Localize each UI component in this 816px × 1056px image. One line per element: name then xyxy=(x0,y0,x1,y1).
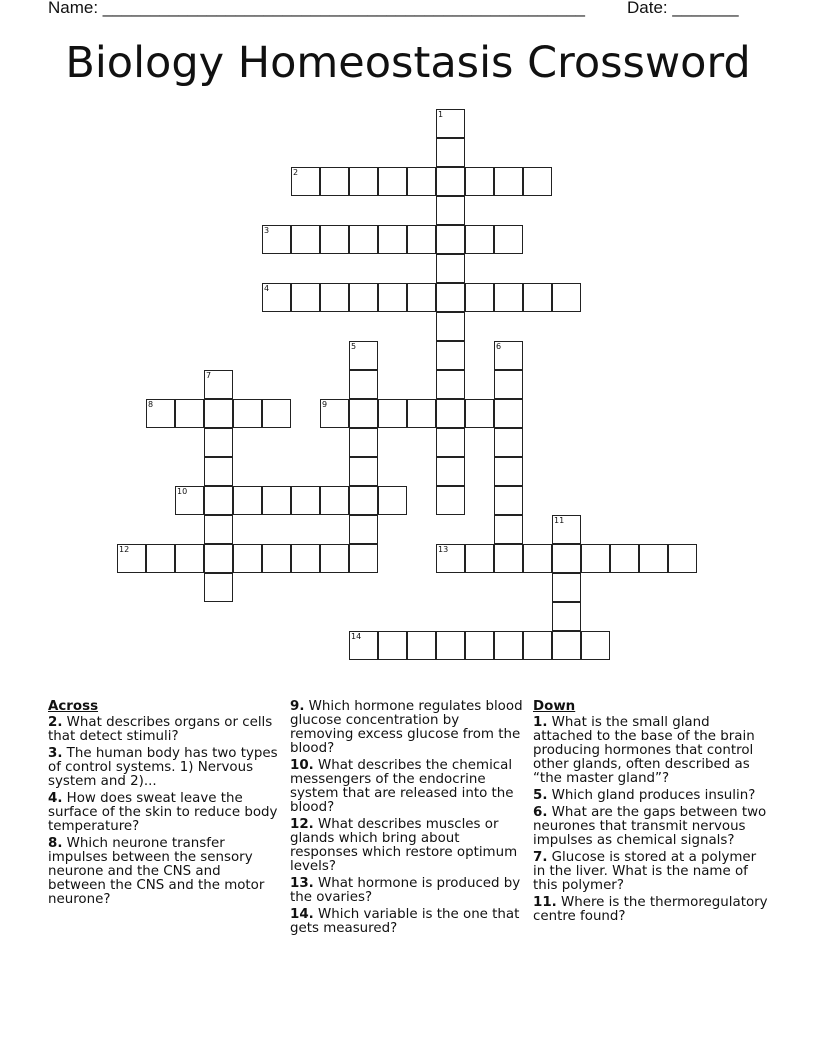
grid-cell[interactable] xyxy=(436,312,465,341)
grid-cell[interactable] xyxy=(494,370,523,399)
grid-cell[interactable] xyxy=(291,283,320,312)
grid-cell[interactable] xyxy=(436,138,465,167)
grid-cell[interactable] xyxy=(320,225,349,254)
grid-cell[interactable] xyxy=(407,225,436,254)
clue-item xyxy=(533,716,769,786)
clue-number-label: 3. xyxy=(48,746,63,761)
grid-cell[interactable] xyxy=(494,544,523,573)
across-clue-list xyxy=(48,716,278,907)
clue-number-label: 5. xyxy=(533,788,548,803)
grid-cell[interactable] xyxy=(523,283,552,312)
grid-cell[interactable] xyxy=(494,631,523,660)
grid-cell[interactable] xyxy=(494,515,523,544)
clue-number: 12 xyxy=(119,545,130,554)
grid-cell[interactable] xyxy=(436,167,465,196)
clue-number: 3 xyxy=(264,226,270,235)
date-field-label: Date: _______ xyxy=(627,0,739,17)
grid-cell[interactable] xyxy=(610,544,639,573)
clue-number: 13 xyxy=(438,545,449,554)
clue-number-label: 10. xyxy=(290,758,314,773)
grid-cell[interactable] xyxy=(494,428,523,457)
clue-item xyxy=(48,792,278,834)
clue-number: 2 xyxy=(293,168,299,177)
grid-cell[interactable] xyxy=(349,167,378,196)
clue-item xyxy=(48,837,278,907)
clue-number: 8 xyxy=(148,400,154,409)
grid-cell[interactable] xyxy=(552,544,581,573)
clue-number: 7 xyxy=(206,371,212,380)
grid-cell[interactable] xyxy=(204,515,233,544)
grid-cell[interactable] xyxy=(407,283,436,312)
grid-cell[interactable] xyxy=(349,515,378,544)
grid-cell[interactable] xyxy=(523,631,552,660)
grid-cell[interactable] xyxy=(204,399,233,428)
across-clues-column-2 xyxy=(290,700,526,939)
grid-cell[interactable] xyxy=(204,573,233,602)
clue-text: Which hormone regulates blood glucose concentration by removing excess glucose from the blood? xyxy=(290,699,523,756)
grid-cell[interactable] xyxy=(175,399,204,428)
grid-cell[interactable] xyxy=(262,486,291,515)
clue-number-label: 2. xyxy=(48,715,63,730)
grid-cell[interactable] xyxy=(523,167,552,196)
grid-cell[interactable] xyxy=(407,631,436,660)
grid-cell[interactable] xyxy=(204,544,233,573)
down-clue-list xyxy=(533,716,769,924)
grid-cell[interactable] xyxy=(291,544,320,573)
clue-number-label: 13. xyxy=(290,876,314,891)
grid-cell[interactable] xyxy=(494,225,523,254)
clue-text: Which variable is the one that gets measured? xyxy=(290,907,520,936)
grid-cell[interactable] xyxy=(233,544,262,573)
grid-cell[interactable] xyxy=(349,428,378,457)
clue-item xyxy=(48,747,278,789)
grid-cell[interactable] xyxy=(436,486,465,515)
down-heading: Down xyxy=(533,699,576,714)
clue-number-label: 6. xyxy=(533,805,548,820)
clue-number: 14 xyxy=(351,632,362,641)
grid-cell[interactable] xyxy=(407,167,436,196)
grid-cell[interactable] xyxy=(465,167,494,196)
grid-cell[interactable] xyxy=(494,167,523,196)
clue-item xyxy=(533,851,769,893)
grid-cell[interactable] xyxy=(552,602,581,631)
clue-number: 4 xyxy=(264,284,270,293)
clue-text: What hormone is produced by the ovaries? xyxy=(290,876,521,905)
clue-item xyxy=(290,700,526,756)
clue-text: What describes organs or cells that detect stimuli? xyxy=(48,715,273,744)
grid-cell[interactable] xyxy=(291,486,320,515)
grid-cell[interactable] xyxy=(378,225,407,254)
clue-number-label: 9. xyxy=(290,699,305,714)
grid-cell[interactable] xyxy=(552,283,581,312)
grid-cell[interactable] xyxy=(378,631,407,660)
grid-cell[interactable] xyxy=(494,283,523,312)
across-heading: Across xyxy=(48,699,99,714)
clue-number-label: 1. xyxy=(533,715,548,730)
grid-cell[interactable] xyxy=(320,283,349,312)
grid-cell[interactable] xyxy=(494,399,523,428)
grid-cell[interactable] xyxy=(581,544,610,573)
grid-cell[interactable] xyxy=(378,399,407,428)
clue-number-label: 14. xyxy=(290,907,314,922)
clue-number: 5 xyxy=(351,342,357,351)
grid-cell[interactable] xyxy=(349,486,378,515)
grid-cell[interactable] xyxy=(204,428,233,457)
clue-number: 1 xyxy=(438,110,444,119)
clue-item xyxy=(290,908,526,936)
clue-number-label: 7. xyxy=(533,850,548,865)
grid-cell[interactable] xyxy=(320,167,349,196)
grid-cell[interactable] xyxy=(436,283,465,312)
grid-cell[interactable] xyxy=(349,283,378,312)
clue-text: What are the gaps between two neurones that transmit nervous impulses as chemical signals? xyxy=(533,805,767,848)
grid-cell[interactable] xyxy=(262,399,291,428)
clue-number: 11 xyxy=(554,516,565,525)
clue-text: What describes muscles or glands which bring about responses which restore optimum levels? xyxy=(290,817,518,874)
clue-text: The human body has two types of control systems. 1) Nervous system and 2)... xyxy=(48,746,278,789)
grid-cell[interactable] xyxy=(436,370,465,399)
grid-cell[interactable] xyxy=(436,254,465,283)
grid-cell[interactable] xyxy=(146,544,175,573)
grid-cell[interactable] xyxy=(436,225,465,254)
grid-cell[interactable] xyxy=(378,283,407,312)
grid-cell[interactable] xyxy=(349,225,378,254)
clue-item xyxy=(290,877,526,905)
grid-cell[interactable] xyxy=(523,544,552,573)
grid-cell[interactable] xyxy=(552,631,581,660)
grid-cell[interactable] xyxy=(204,486,233,515)
grid-cell[interactable] xyxy=(465,399,494,428)
clue-text: Where is the thermoregulatory centre found? xyxy=(533,895,768,924)
clue-number: 6 xyxy=(496,342,502,351)
grid-cell[interactable] xyxy=(291,225,320,254)
grid-cell[interactable] xyxy=(436,399,465,428)
grid-cell[interactable] xyxy=(465,283,494,312)
grid-cell[interactable] xyxy=(465,225,494,254)
grid-cell[interactable] xyxy=(233,399,262,428)
clue-item xyxy=(533,806,769,848)
grid-cell[interactable] xyxy=(436,457,465,486)
grid-cell[interactable] xyxy=(349,457,378,486)
grid-cell[interactable] xyxy=(233,486,262,515)
clue-text: Which neurone transfer impulses between the sensory neurone and the CNS and between the CNS and the motor neurone? xyxy=(48,836,265,907)
clue-text: How does sweat leave the surface of the skin to reduce body temperature? xyxy=(48,791,278,834)
grid-cell[interactable] xyxy=(349,399,378,428)
across-clues-column xyxy=(48,700,278,910)
grid-cell[interactable] xyxy=(494,486,523,515)
name-field-label: Name: ___________________________________________________ xyxy=(48,0,585,17)
grid-cell[interactable] xyxy=(494,457,523,486)
grid-cell[interactable] xyxy=(581,631,610,660)
clue-text: What describes the chemical messengers of the endocrine system that are released into the blood? xyxy=(290,758,514,815)
clue-text: Which gland produces insulin? xyxy=(547,788,756,803)
clue-number: 10 xyxy=(177,487,188,496)
grid-cell[interactable] xyxy=(378,486,407,515)
grid-cell[interactable] xyxy=(378,167,407,196)
clue-number-label: 12. xyxy=(290,817,314,832)
clue-text: What is the small gland attached to the base of the brain producing hormones that control other glands, often described as “the master gland”? xyxy=(533,715,755,786)
grid-cell[interactable] xyxy=(436,196,465,225)
page-title: Biology Homeostasis Crossword xyxy=(65,38,751,88)
grid-cell[interactable] xyxy=(465,631,494,660)
grid-cell[interactable] xyxy=(436,428,465,457)
clue-number: 9 xyxy=(322,400,328,409)
clue-number-label: 8. xyxy=(48,836,63,851)
grid-cell[interactable] xyxy=(552,573,581,602)
clue-item xyxy=(533,789,769,803)
down-clues-column xyxy=(533,700,769,927)
across-clue-list-continued xyxy=(290,700,526,936)
clue-item xyxy=(48,716,278,744)
grid-cell[interactable] xyxy=(436,631,465,660)
grid-cell[interactable] xyxy=(668,544,697,573)
clue-item xyxy=(533,896,769,924)
grid-cell[interactable] xyxy=(320,544,349,573)
clue-number-label: 11. xyxy=(533,895,557,910)
grid-cell[interactable] xyxy=(639,544,668,573)
grid-cell[interactable] xyxy=(436,341,465,370)
grid-cell[interactable] xyxy=(349,544,378,573)
clue-number-label: 4. xyxy=(48,791,63,806)
grid-cell[interactable] xyxy=(175,544,204,573)
clue-item xyxy=(290,818,526,874)
grid-cell[interactable] xyxy=(349,370,378,399)
grid-cell[interactable] xyxy=(465,544,494,573)
grid-cell[interactable] xyxy=(204,457,233,486)
clue-text: Glucose is stored at a polymer in the liver. What is the name of this polymer? xyxy=(533,850,757,893)
grid-cell[interactable] xyxy=(262,544,291,573)
clue-item xyxy=(290,759,526,815)
grid-cell[interactable] xyxy=(320,486,349,515)
grid-cell[interactable] xyxy=(407,399,436,428)
